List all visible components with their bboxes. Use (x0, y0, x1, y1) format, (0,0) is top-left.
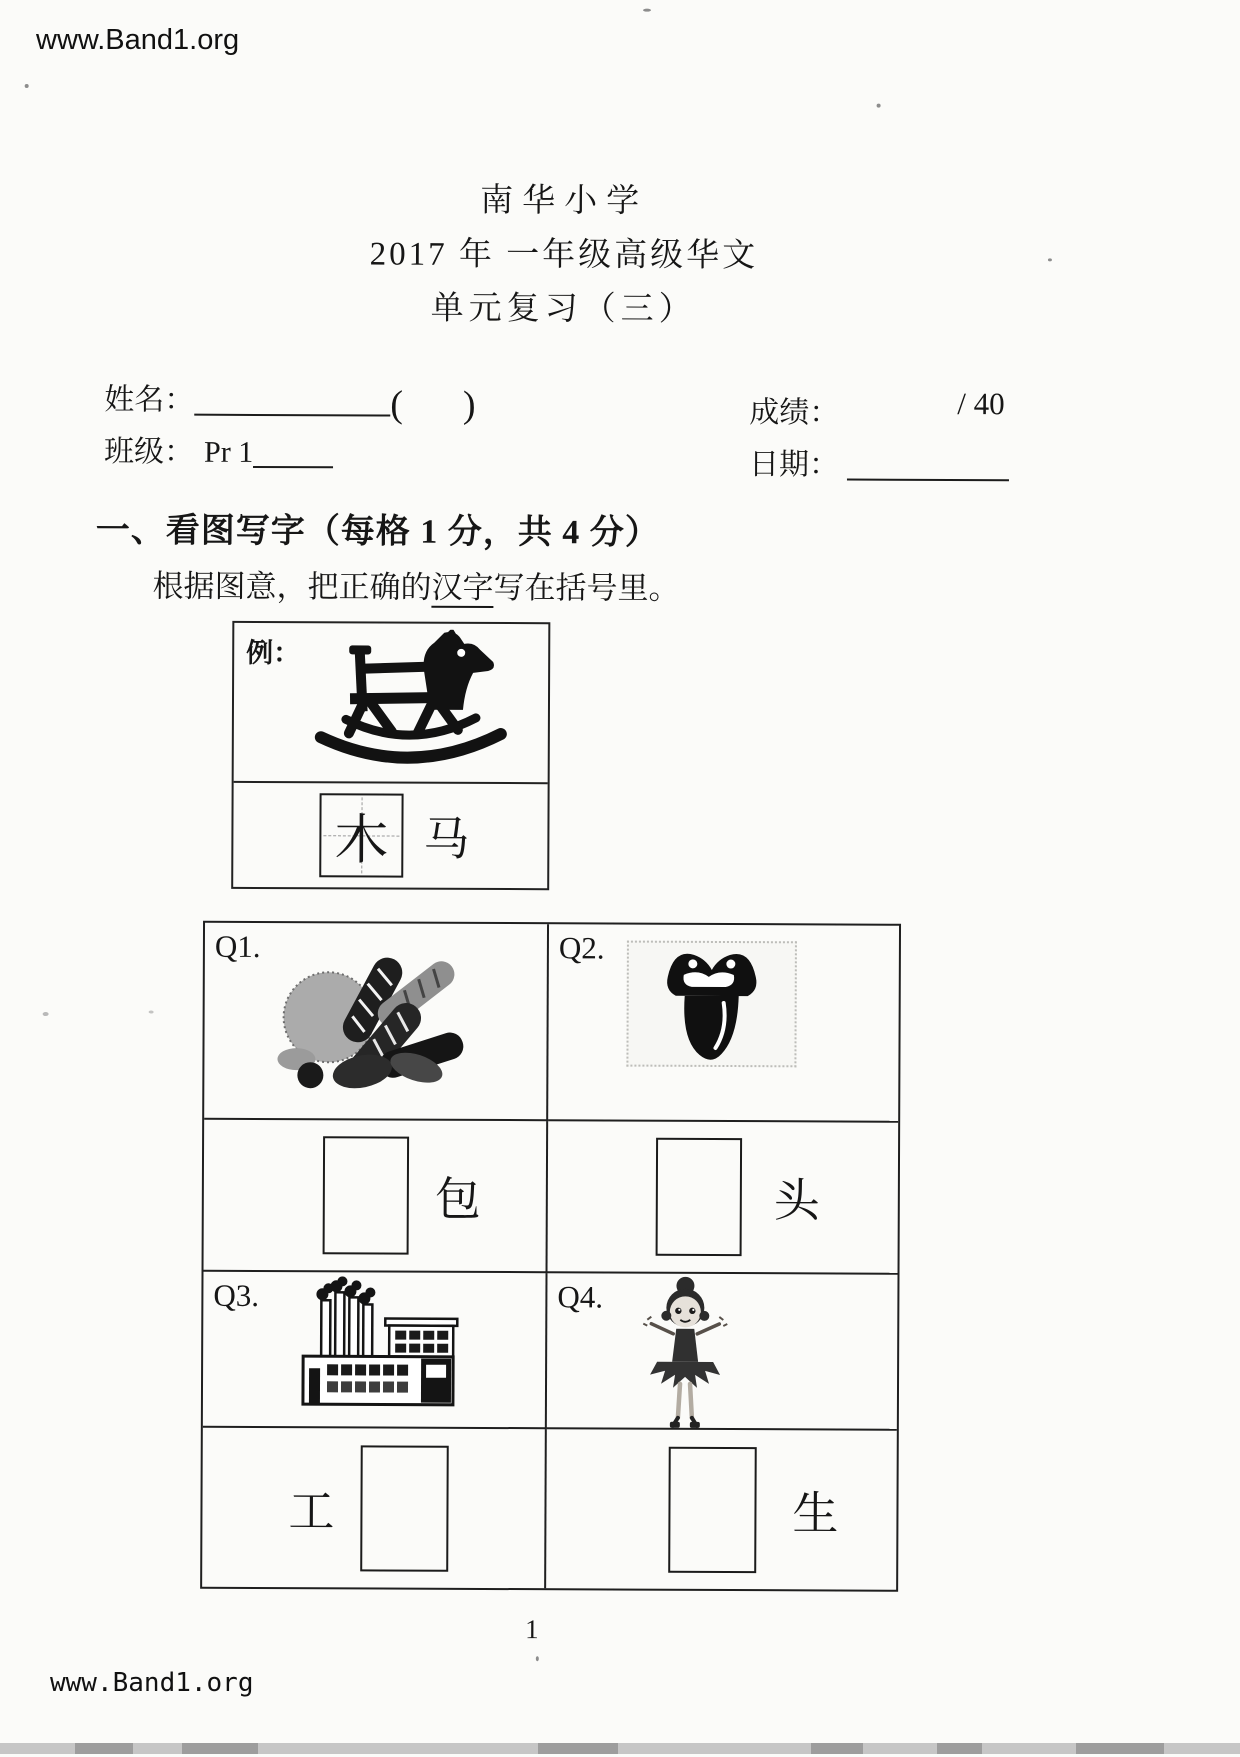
tongue-logo-image (659, 945, 764, 1063)
q2-image-cell (548, 924, 899, 1123)
class-value: Pr 1 (204, 435, 254, 469)
example-writing-box (319, 793, 403, 877)
question-grid (200, 921, 901, 1592)
class-label: 班级： (104, 435, 195, 469)
scanner-edge-patch (538, 1743, 618, 1754)
scan-speck (536, 1656, 539, 1661)
example-image-cell (234, 623, 549, 784)
q2-suffix-char: 头 (773, 1175, 820, 1227)
scanner-edge-patch (937, 1743, 982, 1754)
exam-title: 2017 年 一年级高级华文 (369, 236, 759, 275)
q2-image-backing (626, 941, 797, 1068)
q4-image-cell (547, 1273, 898, 1431)
scanner-edge-patch (811, 1743, 863, 1754)
class-underline (253, 436, 333, 468)
q3-answer-cell (202, 1428, 547, 1588)
scanner-edge-bar (0, 1743, 1240, 1754)
school-name: 南华小学 (480, 182, 649, 220)
q3-label: Q3. (213, 1277, 260, 1313)
scan-speck (149, 1010, 154, 1013)
scanner-edge-patch (1076, 1743, 1164, 1754)
date-underline (847, 449, 1009, 482)
page-number: 1 (525, 1614, 539, 1645)
scan-speck (643, 9, 651, 12)
q4-writing-box (668, 1446, 757, 1572)
factory-image (283, 1276, 464, 1423)
example-answer-char: 木 (334, 809, 389, 871)
q3-writing-box (360, 1445, 449, 1571)
watermark-bottom: www.Band1.org (50, 1668, 254, 1698)
section-heading: 一、看图写字（每格 1 分，共 4 分） (95, 512, 660, 552)
scanner-edge-patch (75, 1743, 133, 1754)
example-label: 例： (246, 637, 301, 669)
q4-answer-cell (546, 1429, 897, 1590)
q4-suffix-char: 生 (792, 1487, 839, 1540)
instruction-suffix: 写在括号里。 (493, 569, 680, 606)
q2-writing-box (656, 1138, 743, 1256)
score-value: / 40 (957, 386, 1005, 422)
name-row (104, 374, 476, 427)
name-paren-close: ) (462, 383, 476, 426)
watermark-top: www.Band1.org (36, 24, 240, 56)
bread-pile-image (266, 939, 482, 1105)
q1-label: Q1. (214, 928, 261, 964)
q4-label: Q4. (557, 1279, 604, 1315)
q1-answer-cell (204, 1120, 549, 1273)
name-label: 姓名： (104, 383, 195, 417)
instruction-underlined-word: 汉字 (431, 570, 493, 608)
scan-speck (43, 1012, 49, 1016)
scan-speck (1048, 258, 1052, 261)
date-label: 日期： (748, 448, 840, 482)
example-suffix-char: 马 (423, 813, 470, 865)
q1-writing-box (323, 1136, 410, 1254)
class-row (104, 426, 333, 471)
scanner-edge-patch (182, 1743, 258, 1754)
example-answer-cell (233, 783, 547, 888)
q3-prefix-char: 工 (288, 1485, 335, 1537)
paper-subtitle: 单元复习（三） (430, 290, 697, 328)
ballet-girl-image (637, 1276, 734, 1430)
name-paren-open: ( (390, 383, 404, 426)
scan-speck (25, 84, 29, 88)
q1-image-cell (204, 923, 549, 1121)
name-underline (194, 384, 390, 417)
score-label: 成绩： (749, 396, 840, 430)
rocking-horse-image (306, 629, 517, 780)
scan-speck (877, 104, 881, 108)
instruction-prefix: 根据图意，把正确的 (152, 568, 432, 605)
example-box (231, 621, 550, 890)
date-row (749, 439, 1009, 484)
q2-label: Q2. (558, 930, 605, 966)
section-instruction (152, 561, 679, 608)
q3-image-cell (203, 1272, 548, 1429)
q2-answer-cell (548, 1121, 899, 1275)
q1-suffix-char: 包 (434, 1173, 481, 1225)
